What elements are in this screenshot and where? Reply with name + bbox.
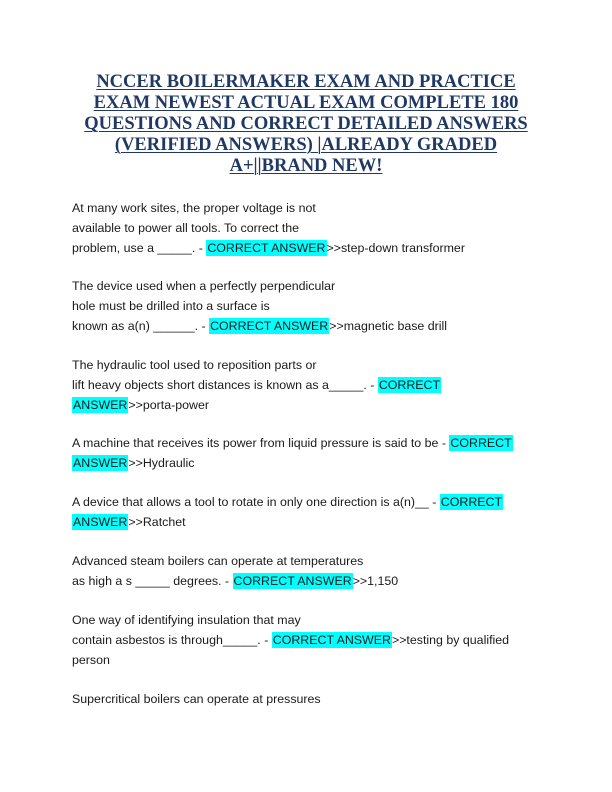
- qa-item: [72, 355, 542, 415]
- question-text: contain asbestos is through_____. -: [72, 633, 272, 647]
- question-text: known as a(n) ______. -: [72, 319, 210, 333]
- answer-text: >>testing by qualified: [391, 633, 510, 647]
- question-line: The device used when a perfectly perpendicular: [72, 279, 336, 293]
- question-line: [72, 316, 542, 336]
- correct-answer-label: ANSWER: [73, 456, 128, 470]
- answer-text: >>Ratchet: [128, 515, 186, 529]
- qa-item: [72, 433, 542, 473]
- answer-line: person: [72, 653, 110, 667]
- title-line: (VERIFIED ANSWERS) |ALREADY GRADED: [114, 135, 498, 155]
- question-line: [72, 375, 542, 395]
- question-text: lift heavy objects short distances is known as a_____. -: [72, 378, 378, 392]
- qa-item: [72, 198, 542, 258]
- question-line: [72, 630, 542, 650]
- answer-text: >>step-down transformer: [326, 241, 465, 255]
- question-text: A device that allows a tool to rotate in only one direction is a(n)__ -: [72, 495, 440, 509]
- correct-answer-label: ANSWER: [73, 398, 128, 412]
- correct-answer-label: CORRECT: [450, 436, 512, 450]
- title-line: A+||BRAND NEW!: [229, 156, 383, 176]
- question-line: [72, 492, 542, 512]
- answer-line: [72, 395, 542, 415]
- question-line: [72, 571, 542, 591]
- question-line: [72, 238, 542, 258]
- answer-line: [72, 453, 542, 473]
- question-text: A machine that receives its power from liquid pressure is said to be -: [72, 436, 450, 450]
- answer-text: >>Hydraulic: [128, 456, 195, 470]
- qa-item: [72, 551, 542, 591]
- question-line: hole must be drilled into a surface is: [72, 299, 270, 313]
- qa-item: [72, 610, 542, 670]
- title-line: NCCER BOILERMAKER EXAM AND PRACTICE: [96, 72, 516, 92]
- qa-item: [72, 492, 542, 532]
- question-line: At many work sites, the proper voltage is not: [72, 201, 316, 215]
- correct-answer-label: ANSWER: [73, 515, 128, 529]
- document-title: [80, 72, 532, 177]
- answer-line: [72, 512, 542, 532]
- qa-item: [72, 276, 542, 336]
- question-line: The hydraulic tool used to reposition parts or: [72, 358, 317, 372]
- correct-answer-label: CORRECT ANSWER: [210, 319, 329, 333]
- answer-text: >>porta-power: [128, 398, 209, 412]
- correct-answer-label: CORRECT ANSWER: [233, 574, 352, 588]
- correct-answer-label: CORRECT: [440, 495, 503, 509]
- answer-text: >>1,150: [352, 574, 399, 588]
- question-line: available to power all tools. To correct the: [72, 221, 300, 235]
- question-line: Supercritical boilers can operate at pressures: [72, 692, 321, 706]
- qa-item: [72, 689, 542, 709]
- question-text: problem, use a _____. -: [72, 241, 207, 255]
- correct-answer-label: CORRECT ANSWER: [207, 241, 326, 255]
- correct-answer-label: CORRECT: [378, 378, 441, 392]
- title-line: QUESTIONS AND CORRECT DETAILED ANSWERS: [84, 114, 528, 134]
- question-text: as high a s _____ degrees. -: [72, 574, 233, 588]
- title-line: EXAM NEWEST ACTUAL EXAM COMPLETE 180: [93, 93, 519, 113]
- question-line: Advanced steam boilers can operate at temperatures: [72, 554, 364, 568]
- answer-text: >>magnetic base drill: [329, 319, 448, 333]
- question-line: One way of identifying insulation that may: [72, 613, 301, 627]
- question-line: [72, 433, 542, 453]
- correct-answer-label: CORRECT ANSWER: [272, 633, 391, 647]
